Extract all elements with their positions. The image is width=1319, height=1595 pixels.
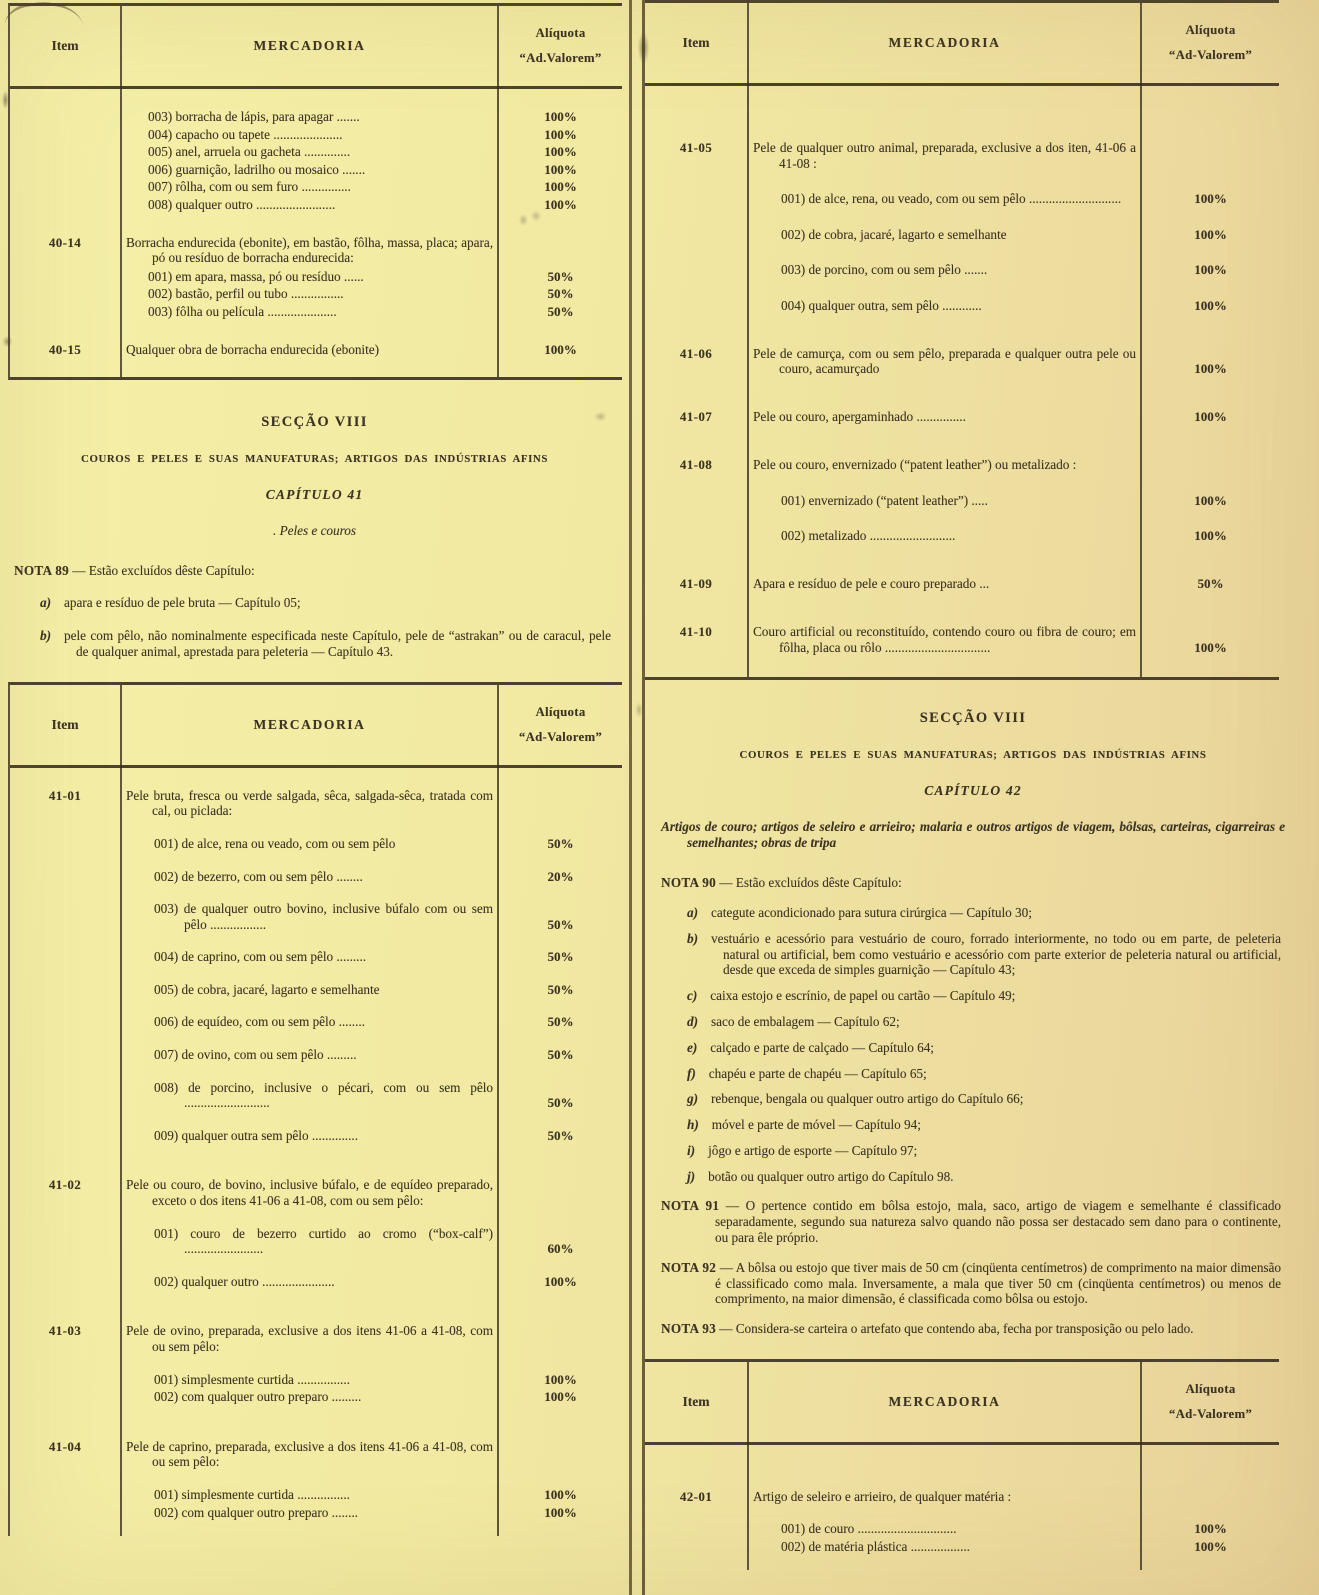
list-item bbox=[14, 595, 615, 611]
section-subtitle-caps: COUROS E PELES E SUAS MANUFATURAS; ARTIGOS DAS INDÚSTRIAS AFINS bbox=[81, 452, 548, 465]
item-text: vestuário e acessório para vestuário de couro, forrado interiormente, no todo ou em parte, de peleteria natural ou artificial, bem como vestuário e acessório com parte exterior de peleteria natural ou artificial, desde que exceda de simples guarnição — Capítulo 43; bbox=[711, 930, 1281, 978]
aliquota-value: 100% bbox=[1194, 297, 1227, 313]
item-code bbox=[10, 1128, 120, 1144]
mercadoria-text: 001) em apara, massa, pó ou resíduo ...... bbox=[148, 268, 364, 284]
item-code bbox=[645, 262, 747, 278]
item-code bbox=[10, 1047, 120, 1063]
column-header-aliquota bbox=[499, 705, 622, 745]
item-code bbox=[10, 304, 120, 320]
item-text: jôgo e artigo de esporte — Capítulo 97; bbox=[708, 1142, 918, 1158]
table-row bbox=[10, 1047, 622, 1063]
mercadoria-text: Pele de caprino, preparada, exclusive a dos itens 41-06 a 41-08, com ou sem pêlo: bbox=[126, 1438, 493, 1470]
mercadoria-text: Pele ou couro, envernizado (“patent leather”) ou metalizado : bbox=[753, 456, 1077, 472]
table-row bbox=[10, 949, 622, 965]
item-text: botão ou qualquer outro artigo do Capítulo 98. bbox=[708, 1168, 954, 1184]
list-item bbox=[14, 628, 615, 660]
aliquota-value: 100% bbox=[1194, 492, 1227, 508]
mercadoria-text: 003) de porcino, com ou sem pêlo ....... bbox=[781, 262, 988, 278]
item-code bbox=[10, 179, 120, 195]
item-letter: h) bbox=[687, 1117, 699, 1133]
mercadoria-text: 002) bastão, perfil ou tubo ................ bbox=[148, 286, 344, 302]
table-row bbox=[10, 1389, 622, 1405]
section-title: SECÇÃO VIII bbox=[919, 710, 1027, 727]
item-code bbox=[10, 1014, 120, 1030]
column-header-item: Item bbox=[51, 716, 79, 732]
left-column bbox=[0, 0, 632, 1595]
aliquota-value: 100% bbox=[544, 1273, 577, 1289]
mercadoria-text: 006) de equídeo, com ou sem pêlo ........ bbox=[154, 1014, 365, 1030]
table-row bbox=[10, 1505, 622, 1521]
item-text: apara e resíduo de pele bruta — Capítulo 05; bbox=[64, 595, 301, 611]
nota-label: NOTA 92 bbox=[661, 1259, 717, 1275]
item-code bbox=[10, 1080, 120, 1111]
mercadoria-text: 001) de couro .............................. bbox=[781, 1521, 957, 1537]
column-rule bbox=[120, 6, 122, 377]
aliquota-value: 100% bbox=[544, 109, 577, 124]
advalorem-label: “Ad-Valorem” bbox=[518, 729, 603, 744]
mercadoria-text: 003) de qualquer outro bovino, inclusive búfalo com ou sem pêlo ................. bbox=[154, 901, 493, 932]
mercadoria-text: Pele de ovino, preparada, exclusive a dos itens 41-06 a 41-08, com ou sem pêlo: bbox=[126, 1323, 493, 1354]
table-header bbox=[645, 1362, 1279, 1442]
table-row bbox=[645, 298, 1279, 314]
mercadoria-text: Artigo de seleiro e arrieiro, de qualquer matéria : bbox=[753, 1489, 1012, 1505]
table-row bbox=[645, 576, 1279, 592]
list-item bbox=[661, 931, 1285, 978]
mercadoria-text: Pele de qualquer outro animal, preparada, exclusive a dos iten, 41-06 a 41-08 : bbox=[753, 140, 1136, 171]
item-code bbox=[10, 1487, 120, 1503]
item-text: saco de embalagem — Capítulo 62; bbox=[711, 1013, 900, 1029]
item-code bbox=[10, 836, 120, 852]
item-code: 41-02 bbox=[48, 1177, 82, 1193]
table-row bbox=[645, 191, 1279, 207]
section-title: SECÇÃO VIII bbox=[261, 413, 368, 430]
mercadoria-text: 001) simplesmente curtida ................ bbox=[154, 1486, 350, 1502]
item-code bbox=[10, 1274, 120, 1290]
aliquota-value: 100% bbox=[544, 1389, 577, 1405]
table-row bbox=[10, 1226, 622, 1257]
nota-90-items bbox=[661, 905, 1285, 1185]
table-body bbox=[645, 86, 1279, 677]
table-header bbox=[10, 6, 622, 86]
tariff-table-chapter-40 bbox=[8, 3, 622, 380]
chapter-title: CAPÍTULO 41 bbox=[265, 486, 364, 502]
nota-text: — A bôlsa ou estojo que tiver mais de 50 cm (cinqüenta centímetros) de comprimento na maior dimensão é classificado como mala. Inversamente, a mala que tiver 50 cm (cinqüenta centímetros) ou menos de comprimento, na maior dimensão, é classificada como bôlsa ou estojo. bbox=[715, 1259, 1281, 1307]
table-row bbox=[645, 493, 1279, 509]
list-item bbox=[661, 1117, 1285, 1133]
item-code bbox=[10, 949, 120, 965]
table-row bbox=[645, 346, 1279, 377]
nota-label: NOTA 90 bbox=[661, 875, 716, 891]
aliquota-value: 100% bbox=[1194, 191, 1227, 207]
item-code: 40-14 bbox=[48, 234, 82, 250]
item-code bbox=[10, 127, 120, 143]
mercadoria-text: 007) rôlha, com ou sem furo ............... bbox=[148, 179, 351, 195]
item-code bbox=[10, 982, 120, 998]
table-header bbox=[645, 3, 1279, 83]
mercadoria-text: 006) guarnição, ladrilho ou mosaico ....... bbox=[148, 161, 366, 177]
table-body bbox=[10, 89, 622, 377]
item-text: calçado e parte de calçado — Capítulo 64; bbox=[710, 1039, 934, 1055]
aliquota-value: 50% bbox=[547, 835, 574, 851]
aliquota-value: 100% bbox=[544, 161, 577, 177]
item-letter: g) bbox=[687, 1091, 698, 1107]
aliquota-value: 100% bbox=[544, 1504, 577, 1520]
column-header-mercadoria: MERCADORIA bbox=[888, 1394, 1001, 1410]
aliquota-value: 50% bbox=[547, 286, 574, 302]
nota-text: — Estão excluídos dêste Capítulo: bbox=[68, 562, 255, 578]
chapter-subtitle: . Peles e couros bbox=[272, 522, 356, 538]
table-row bbox=[10, 235, 622, 266]
tariff-table-chapter-41 bbox=[8, 682, 622, 1536]
item-letter: a) bbox=[40, 595, 51, 611]
item-letter: d) bbox=[687, 1013, 698, 1029]
nota-text: — Estão excluídos dêste Capítulo: bbox=[715, 875, 902, 891]
mercadoria-text: 002) de matéria plástica .................. bbox=[781, 1538, 970, 1554]
item-text: caixa estojo e escrínio, de papel ou cartão — Capítulo 49; bbox=[710, 988, 1016, 1004]
mercadoria-text: 005) anel, arruela ou gacheta .............. bbox=[148, 144, 351, 160]
aliquota-value: 50% bbox=[547, 1014, 574, 1030]
table-row bbox=[10, 788, 622, 819]
aliquota-value: 50% bbox=[547, 1047, 574, 1063]
column-header-aliquota bbox=[1142, 1382, 1279, 1422]
table-row bbox=[10, 286, 622, 302]
table-row bbox=[645, 1521, 1279, 1537]
mercadoria-text: Couro artificial ou reconstituído, contendo couro ou fibra de couro; em fôlha, placa ou rôlo ................................ bbox=[753, 623, 1136, 655]
list-item bbox=[661, 988, 1285, 1004]
table-row bbox=[10, 127, 622, 143]
table-row bbox=[10, 1274, 622, 1290]
item-code bbox=[645, 493, 747, 509]
table-row bbox=[645, 457, 1279, 473]
tariff-table-chapter-41-cont bbox=[645, 0, 1279, 680]
item-code: 41-08 bbox=[679, 456, 713, 472]
aliquota-value: 100% bbox=[1194, 262, 1227, 278]
item-letter: c) bbox=[687, 988, 698, 1004]
column-header-item: Item bbox=[682, 1394, 710, 1410]
table-row bbox=[645, 1539, 1279, 1555]
column-rule bbox=[1140, 3, 1142, 677]
column-header-mercadoria: MERCADORIA bbox=[253, 38, 366, 53]
item-code bbox=[10, 901, 120, 932]
table-row bbox=[10, 162, 622, 178]
item-code bbox=[10, 869, 120, 885]
table-row bbox=[10, 982, 622, 998]
table-row bbox=[10, 144, 622, 160]
aliquota-value: 50% bbox=[547, 916, 574, 932]
item-code bbox=[645, 528, 747, 544]
table-row bbox=[10, 197, 622, 213]
item-code: 41-10 bbox=[679, 623, 713, 639]
mercadoria-text: 002) qualquer outro ...................... bbox=[154, 1273, 335, 1289]
section-capitulo-41 bbox=[8, 414, 629, 660]
item-text: categute acondicionado para sutura cirúrgica — Capítulo 30; bbox=[711, 904, 1032, 920]
list-item bbox=[661, 1091, 1285, 1107]
table-row bbox=[10, 179, 622, 195]
item-code bbox=[645, 1521, 747, 1537]
aliquota-label: Alíquota bbox=[535, 26, 586, 40]
column-rule bbox=[747, 3, 749, 677]
item-code bbox=[645, 191, 747, 207]
item-text: pele com pêlo, não nominalmente especificada neste Capítulo, pele de “astrakan” ou de caracul, pele de qualquer animal, aprestada para peleteria — Capítulo 43. bbox=[64, 628, 611, 659]
item-text: chapéu e parte de chapéu — Capítulo 65; bbox=[708, 1065, 927, 1081]
aliquota-value: 100% bbox=[1194, 361, 1227, 377]
item-code bbox=[10, 1505, 120, 1521]
item-code bbox=[645, 1539, 747, 1555]
aliquota-value: 100% bbox=[1194, 528, 1227, 544]
nota-89-items bbox=[14, 595, 615, 659]
table-row bbox=[10, 1323, 622, 1354]
list-item bbox=[661, 905, 1285, 921]
table-row bbox=[10, 342, 622, 358]
aliquota-value: 100% bbox=[544, 179, 577, 195]
table-row bbox=[10, 1080, 622, 1111]
aliquota-value: 100% bbox=[1194, 1521, 1227, 1537]
item-code: 41-09 bbox=[679, 575, 713, 591]
aliquota-value: 50% bbox=[547, 268, 574, 284]
item-code: 41-01 bbox=[48, 787, 82, 803]
aliquota-label: Alíquota bbox=[535, 704, 586, 719]
nota-90 bbox=[661, 875, 1285, 891]
item-code bbox=[10, 1372, 120, 1388]
item-letter: i) bbox=[687, 1142, 696, 1158]
column-rule bbox=[1140, 1362, 1142, 1570]
mercadoria-text: 009) qualquer outra sem pêlo .............. bbox=[154, 1127, 358, 1143]
table-row bbox=[645, 624, 1279, 655]
aliquota-value: 20% bbox=[547, 868, 574, 884]
item-code bbox=[10, 197, 120, 213]
aliquota-value: 50% bbox=[547, 1127, 574, 1143]
mercadoria-text: 001) couro de bezerro curtido ao cromo (“box-calf”) ........................ bbox=[154, 1225, 493, 1257]
item-code bbox=[10, 144, 120, 160]
item-code: 41-06 bbox=[679, 345, 713, 361]
section-subtitle-caps: COUROS E PELES E SUAS MANUFATURAS; ARTIGOS DAS INDÚSTRIAS AFINS bbox=[739, 749, 1207, 762]
table-row bbox=[10, 901, 622, 932]
mercadoria-text: 002) de bezerro, com ou sem pêlo ........ bbox=[154, 868, 363, 884]
aliquota-value: 100% bbox=[544, 196, 577, 212]
chapter-description: Artigos de couro; artigos de seleiro e arrieiro; malaria e outros artigos de viagem, bôlsas, carteiras, cigarreiras e semelhantes; obras de tripa bbox=[661, 819, 1285, 851]
table-row bbox=[645, 227, 1279, 243]
table-row bbox=[645, 409, 1279, 425]
table-header bbox=[10, 685, 622, 765]
table-row bbox=[10, 1014, 622, 1030]
nota-text: — Considera-se carteira o artefato que contendo aba, fecha por transposição ou pelo lado. bbox=[715, 1321, 1194, 1337]
nota-label: NOTA 93 bbox=[661, 1321, 716, 1337]
aliquota-value: 50% bbox=[547, 949, 574, 965]
spacer bbox=[645, 1337, 1319, 1359]
mercadoria-text: 008) de porcino, inclusive o pécari, com ou sem pêlo .......................... bbox=[154, 1079, 493, 1111]
nota-label: NOTA 89 bbox=[14, 562, 69, 578]
aliquota-label: Alíquota bbox=[1185, 1382, 1236, 1397]
table-row bbox=[645, 528, 1279, 544]
item-code bbox=[10, 162, 120, 178]
item-letter: j) bbox=[687, 1168, 696, 1184]
column-rule bbox=[497, 685, 499, 1536]
aliquota-value: 100% bbox=[544, 144, 577, 160]
mercadoria-text: 007) de ovino, com ou sem pêlo ......... bbox=[154, 1047, 357, 1063]
table-row bbox=[645, 1489, 1279, 1505]
item-code bbox=[10, 109, 120, 125]
table-row bbox=[10, 269, 622, 285]
table-row bbox=[10, 1439, 622, 1470]
item-letter: a) bbox=[687, 904, 698, 920]
aliquota-value: 100% bbox=[544, 1486, 577, 1502]
mercadoria-text: 001) simplesmente curtida ................ bbox=[154, 1371, 350, 1387]
advalorem-label: “Ad-Valorem” bbox=[1168, 1407, 1253, 1422]
column-header-item: Item bbox=[682, 35, 710, 50]
aliquota-value: 50% bbox=[547, 1095, 574, 1111]
table-row bbox=[645, 262, 1279, 278]
table-body bbox=[645, 1445, 1279, 1570]
aliquota-value: 100% bbox=[544, 341, 577, 357]
mercadoria-text: 001) de alce, rena, ou veado, com ou sem pêlo ............................ bbox=[781, 191, 1122, 207]
aliquota-value: 50% bbox=[547, 303, 574, 319]
nota-text: — O pertence contido em bôlsa estojo, mala, saco, artigo de viagem e semelhante é classificado separadamente, segundo sua natureza salvo quando não possa ser destacado sem dano para o continente, ou para êle próprio. bbox=[715, 1198, 1282, 1246]
nota-label: NOTA 91 bbox=[661, 1198, 720, 1214]
table-row bbox=[10, 1177, 622, 1208]
item-code bbox=[645, 227, 747, 243]
item-text: móvel e parte de móvel — Capítulo 94; bbox=[711, 1117, 921, 1133]
mercadoria-text: 002) com qualquer outro preparo ........ bbox=[154, 1504, 358, 1520]
item-code bbox=[10, 286, 120, 302]
nota-92 bbox=[661, 1260, 1285, 1307]
mercadoria-text: 001) de alce, rena ou veado, com ou sem pêlo bbox=[154, 835, 396, 851]
aliquota-value: 100% bbox=[1194, 1538, 1227, 1554]
mercadoria-text: 003) borracha de lápis, para apagar ....... bbox=[148, 109, 360, 124]
aliquota-value: 100% bbox=[1194, 639, 1227, 655]
aliquota-value: 100% bbox=[544, 1371, 577, 1387]
item-code bbox=[10, 1226, 120, 1257]
mercadoria-text: Borracha endurecida (ebonite), em bastão, fôlha, massa, placa; apara, pó ou resíduo de borracha endurecida: bbox=[126, 234, 493, 266]
table-row bbox=[10, 109, 622, 125]
item-code: 41-04 bbox=[48, 1438, 82, 1454]
aliquota-value: 100% bbox=[544, 126, 577, 142]
right-column bbox=[642, 0, 1319, 1595]
aliquota-value: 100% bbox=[1194, 226, 1227, 242]
advalorem-label: “Ad.Valorem” bbox=[519, 51, 602, 65]
mercadoria-text: 008) qualquer outro ........................ bbox=[148, 196, 336, 212]
section-capitulo-42 bbox=[645, 710, 1319, 1337]
item-letter: f) bbox=[687, 1065, 696, 1081]
tariff-table-chapter-42 bbox=[645, 1359, 1279, 1570]
item-code bbox=[10, 1389, 120, 1405]
table-row bbox=[10, 1128, 622, 1144]
list-item bbox=[661, 1040, 1285, 1056]
mercadoria-text: 002) com qualquer outro preparo ......... bbox=[154, 1389, 362, 1405]
column-header-aliquota bbox=[1142, 23, 1279, 63]
aliquota-label: Alíquota bbox=[1185, 23, 1236, 37]
item-letter: b) bbox=[40, 628, 51, 644]
table-row bbox=[10, 1372, 622, 1388]
column-rule bbox=[120, 685, 122, 1536]
nota-89 bbox=[14, 563, 615, 579]
mercadoria-text: Pele de camurça, com ou sem pêlo, preparada e qualquer outra pele ou couro, acamurçado bbox=[753, 345, 1136, 377]
item-letter: e) bbox=[687, 1039, 698, 1055]
mercadoria-text: 004) capacho ou tapete ..................... bbox=[148, 126, 343, 142]
mercadoria-text: 004) de caprino, com ou sem pêlo ......... bbox=[154, 949, 367, 965]
item-code: 41-05 bbox=[679, 140, 713, 155]
table-row bbox=[10, 1487, 622, 1503]
mercadoria-text: Apara e resíduo de pele e couro preparado ... bbox=[753, 575, 990, 591]
mercadoria-text: Pele ou couro, apergaminhado ............... bbox=[753, 408, 966, 424]
nota-93 bbox=[661, 1321, 1285, 1337]
table-row bbox=[10, 869, 622, 885]
mercadoria-text: 003) fôlha ou película ..................... bbox=[148, 303, 337, 319]
mercadoria-text: 002) de cobra, jacaré, lagarto e semelhante bbox=[781, 226, 1007, 242]
table-body bbox=[10, 768, 622, 1536]
column-header-item: Item bbox=[51, 38, 79, 53]
item-code bbox=[10, 269, 120, 285]
column-rule bbox=[747, 1362, 749, 1570]
table-row bbox=[645, 140, 1279, 171]
table-row bbox=[10, 304, 622, 320]
mercadoria-text: 004) qualquer outra, sem pêlo ............ bbox=[781, 297, 982, 313]
aliquota-value: 60% bbox=[547, 1241, 574, 1257]
item-code: 42-01 bbox=[679, 1489, 713, 1505]
list-item bbox=[661, 1066, 1285, 1082]
column-header-mercadoria: MERCADORIA bbox=[888, 35, 1001, 50]
mercadoria-text: 001) envernizado (“patent leather”) ..... bbox=[781, 492, 988, 508]
column-rule bbox=[497, 6, 499, 377]
item-code: 40-15 bbox=[48, 341, 82, 357]
table-row bbox=[10, 836, 622, 852]
item-text: rebenque, bengala ou qualquer outro artigo do Capítulo 66; bbox=[711, 1091, 1024, 1107]
chapter-title: CAPÍTULO 42 bbox=[924, 783, 1022, 799]
column-header-aliquota bbox=[499, 26, 622, 66]
aliquota-value: 50% bbox=[1197, 576, 1224, 592]
column-header-mercadoria: MERCADORIA bbox=[253, 716, 366, 732]
mercadoria-text: 002) metalizado .......................... bbox=[781, 528, 956, 544]
list-item bbox=[661, 1169, 1285, 1185]
aliquota-value: 50% bbox=[547, 981, 574, 997]
spacer bbox=[8, 660, 629, 682]
item-code: 41-07 bbox=[679, 408, 713, 424]
mercadoria-text: Pele ou couro, de bovino, inclusive búfalo, e de equídeo preparado, exceto o dos itens 41-06 a 41-08, com ou sem pêlo: bbox=[126, 1177, 493, 1209]
item-code: 41-03 bbox=[48, 1323, 82, 1339]
list-item bbox=[661, 1014, 1285, 1030]
item-code bbox=[645, 298, 747, 314]
aliquota-value: 100% bbox=[1194, 409, 1227, 425]
mercadoria-text: 005) de cobra, jacaré, lagarto e semelhante bbox=[154, 981, 380, 997]
advalorem-label: “Ad-Valorem” bbox=[1168, 48, 1253, 62]
mercadoria-text: Qualquer obra de borracha endurecida (ebonite) bbox=[126, 341, 379, 357]
item-letter: b) bbox=[687, 930, 698, 946]
mercadoria-text: Pele bruta, fresca ou verde salgada, sêca, salgada-sêca, tratada com cal, ou piclada: bbox=[126, 787, 493, 819]
list-item bbox=[661, 1143, 1285, 1159]
nota-91 bbox=[661, 1198, 1285, 1245]
